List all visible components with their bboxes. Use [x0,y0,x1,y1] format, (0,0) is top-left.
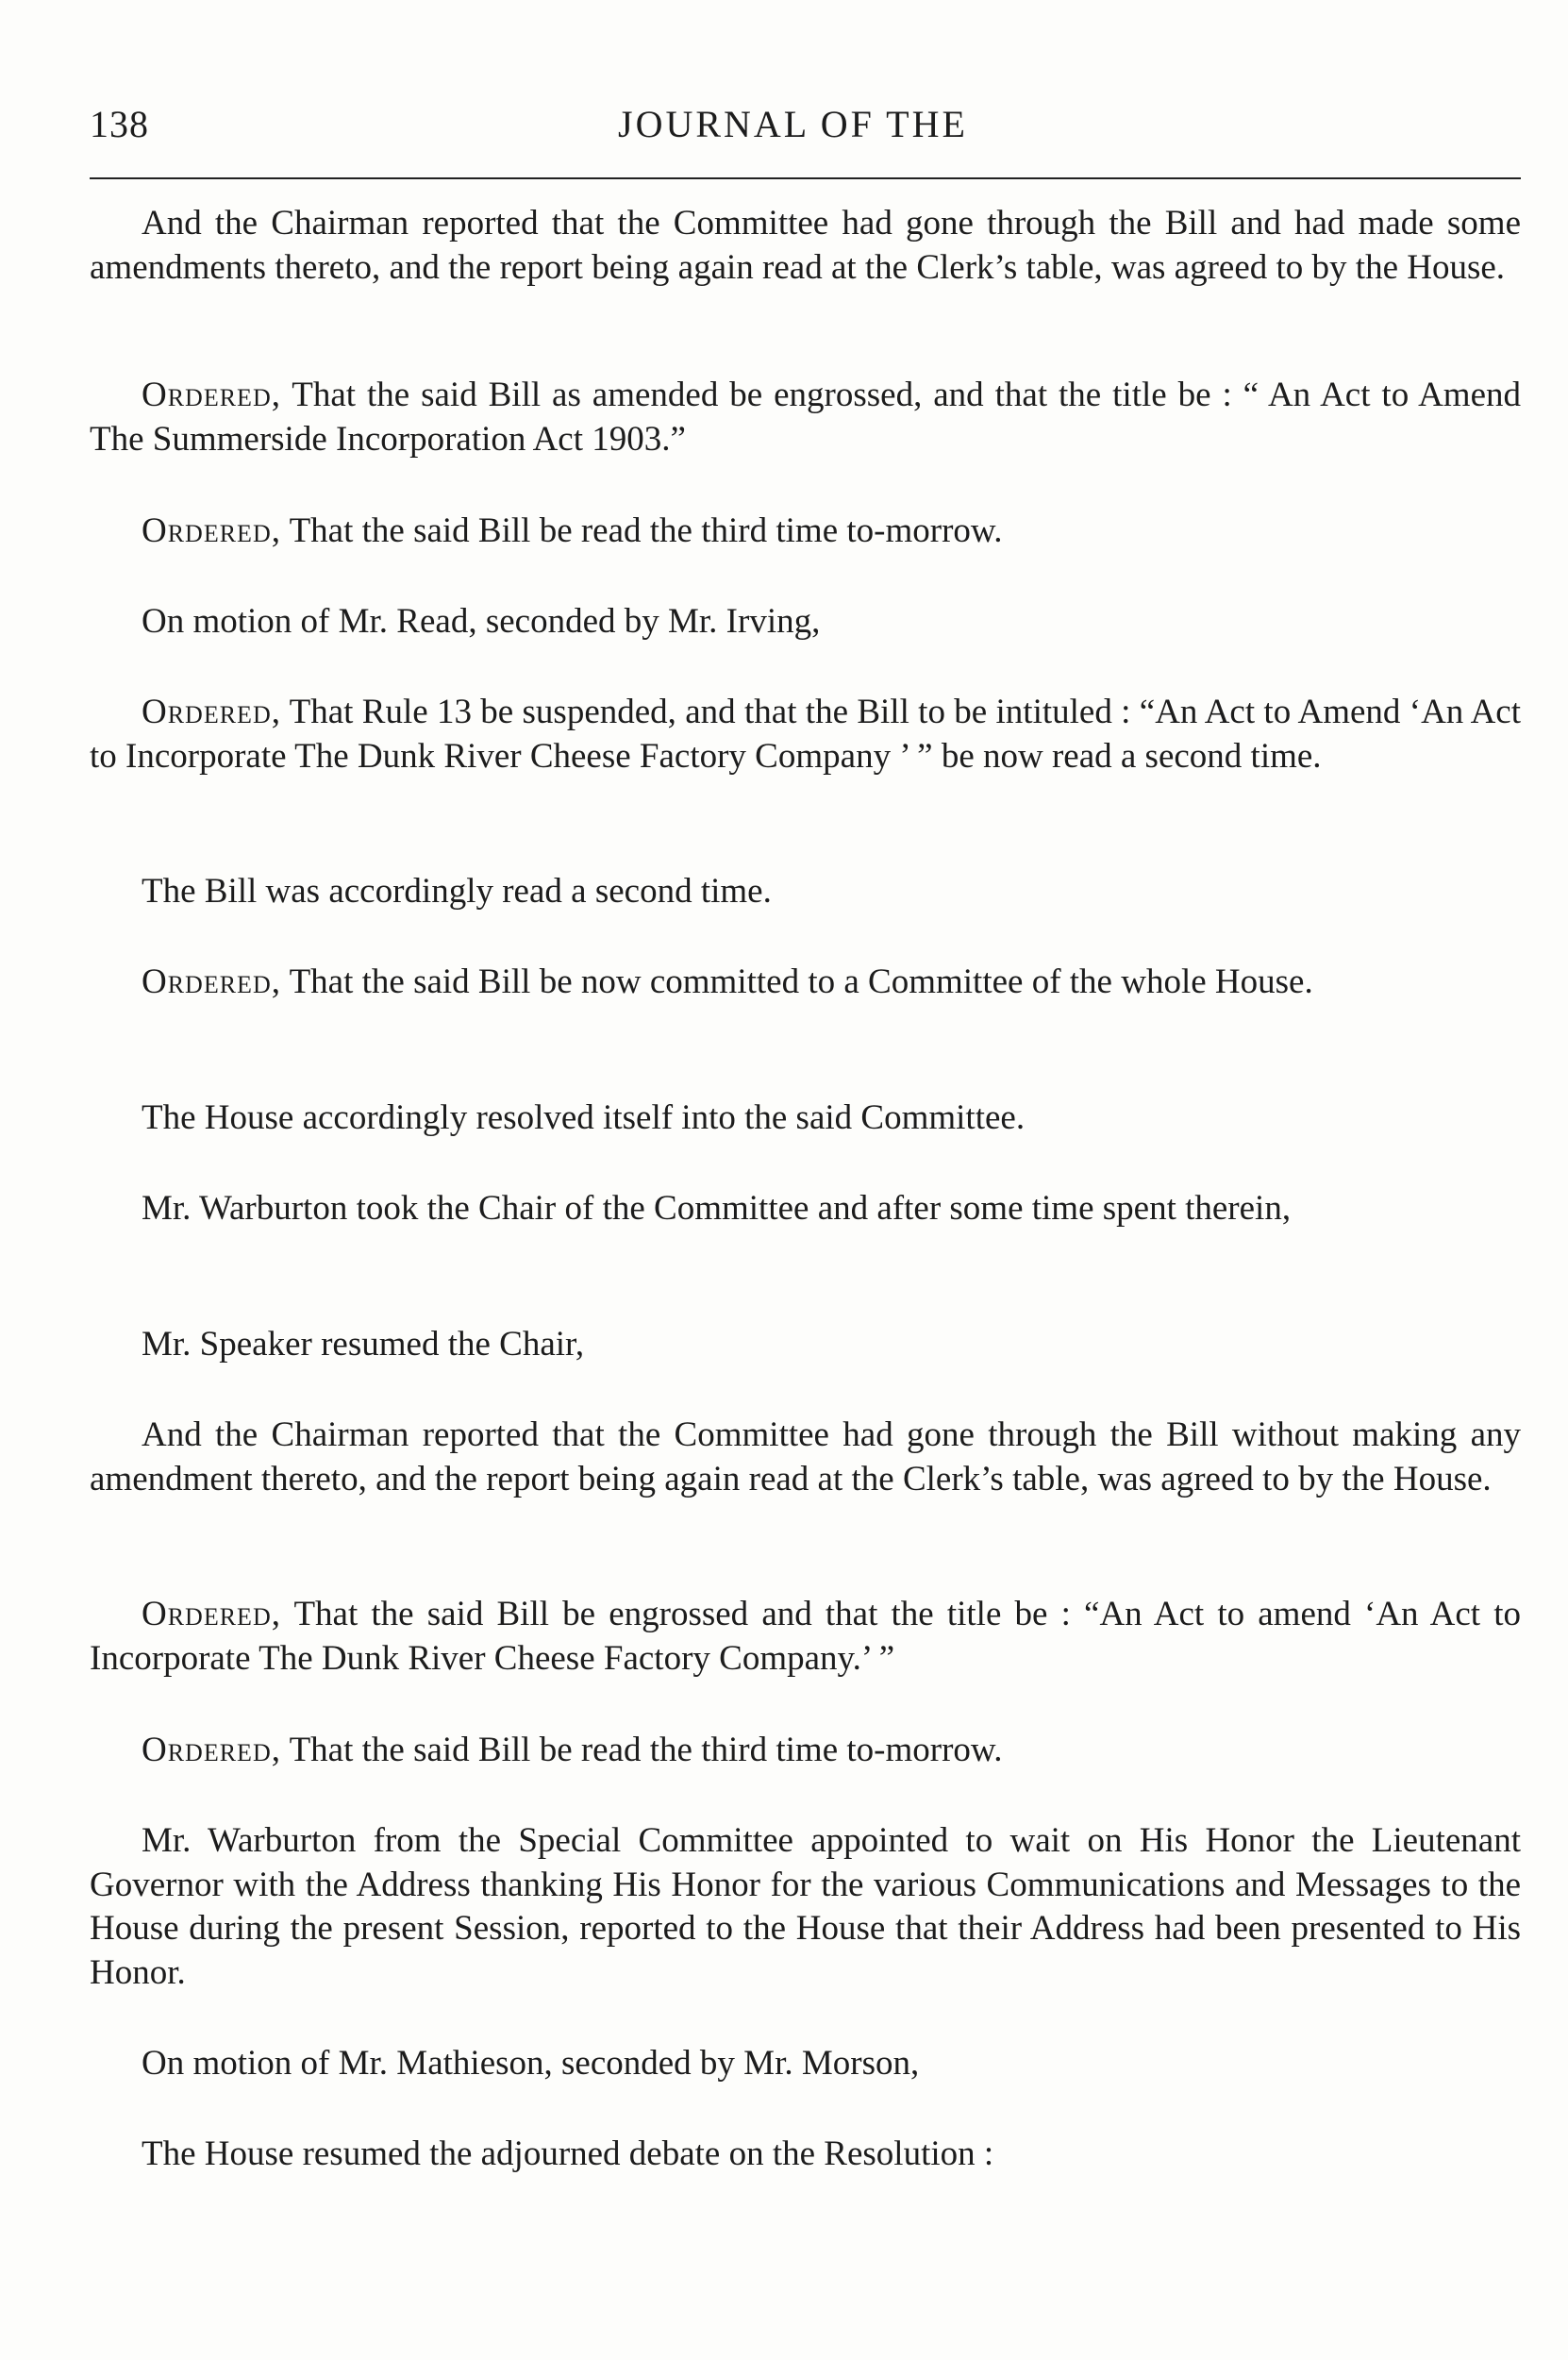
paragraph-lead: Ordered, [142,1731,281,1769]
paragraph-second-reading [90,870,1521,914]
paragraph-ordered-engrossed [90,374,1521,461]
page-number: 138 [90,103,149,145]
paragraph-house-resolved [90,1096,1521,1141]
page-title: JOURNAL OF THE [618,103,968,145]
paragraph-text: That the said Bill be read the third time to-morrow. [280,1731,1003,1769]
paragraph-special-committee-report [90,1819,1521,1995]
paragraph-text: And the Chairman reported that the Committee had gone through the Bill without making any amendment thereto, and the report being again read at the Clerk’s table, was agreed to by the House. [90,1415,1521,1498]
paragraph-text: Mr. Speaker resumed the Chair, [142,1325,585,1364]
paragraph-text: Mr. Warburton from the Special Committee appointed to wait on His Honor the Lieutenant Governor with the Address thanking His Honor for the various Communications and Messages to the House during the present Session, reported to the House that their Address had been presented to His Honor. [90,1821,1521,1992]
paragraph-speaker-resumed [90,1323,1521,1367]
paragraph-text: That the said Bill as amended be engrossed, and that the title be : “ An Act to Amend The Summerside Incorporation Act 1903.” [90,376,1521,459]
paragraph-lead: Ordered, [142,693,281,731]
paragraph-chairman-report-amendments [90,202,1521,290]
paragraph-text: That Rule 13 be suspended, and that the Bill to be intituled : “An Act to Amend ‘An Act to Incorporate The Dunk River Cheese Factory Company ’ ” be now read a second time. [90,693,1521,776]
paragraph-text: That the said Bill be engrossed and that the title be : “An Act to amend ‘An Act to Incorporate The Dunk River Cheese Factory Company.’ ” [90,1595,1521,1678]
paragraph-ordered-third-reading [90,510,1521,554]
paragraph-ordered-third-reading-2 [90,1729,1521,1773]
paragraph-warburton-chair [90,1187,1521,1231]
paragraph-motion-mathieson-morson [90,2042,1521,2086]
paragraph-text: That the said Bill be read the third time to-morrow. [280,511,1003,550]
running-head [90,92,1521,149]
paragraph-text: Mr. Warburton took the Chair of the Committee and after some time spent therein, [142,1189,1292,1228]
paragraph-lead: Ordered, [142,962,281,1001]
paragraph-ordered-committed [90,961,1521,1005]
paragraph-text: That the said Bill be now committed to a Committee of the whole House. [280,962,1313,1001]
paragraph-ordered-rule-13 [90,691,1521,778]
paragraph-text: On motion of Mr. Mathieson, seconded by Mr. Morson, [142,2044,920,2083]
paragraph-chairman-report-no-amendment [90,1414,1521,1501]
paragraph-motion-read-irving [90,600,1521,644]
header-rule [90,177,1521,179]
paragraph-text: The House resumed the adjourned debate on the Resolution : [142,2134,994,2173]
paragraph-lead: Ordered, [142,511,281,550]
paragraph-ordered-engrossed-title [90,1593,1521,1681]
paragraph-text: The House accordingly resolved itself into the said Committee. [142,1098,1026,1137]
paragraph-lead: Ordered, [142,1595,281,1633]
paragraph-text: On motion of Mr. Read, seconded by Mr. Irving, [142,602,821,641]
paragraph-adjourned-debate [90,2133,1521,2177]
paragraph-text: And the Chairman reported that the Committee had gone through the Bill and had made some amendments thereto, and the report being again read at the Clerk’s table, was agreed to by the House. [90,204,1521,287]
paragraph-text: The Bill was accordingly read a second time. [142,872,772,911]
paragraph-lead: Ordered, [142,376,281,414]
